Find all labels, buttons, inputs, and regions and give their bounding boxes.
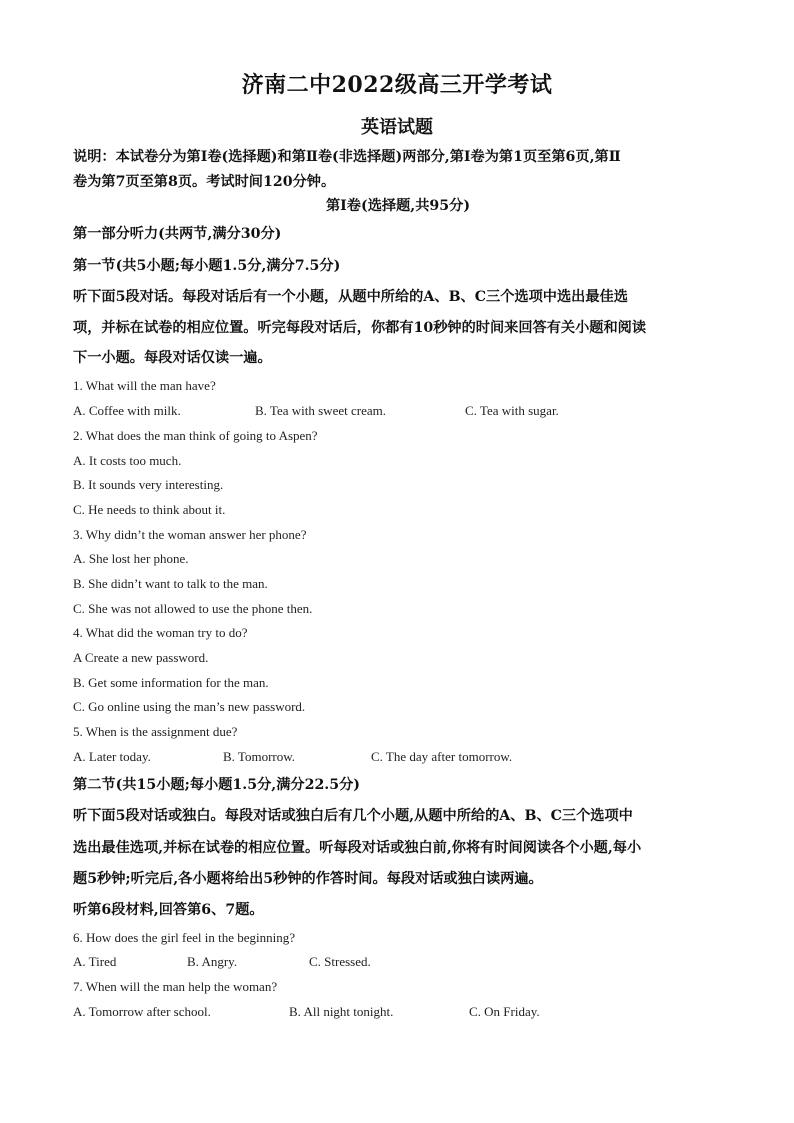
question-7-option-b: B. All night tonight. bbox=[289, 1004, 394, 1019]
section-2-directions-1: 听下面5段对话或独白。每段对话或独白后有几个小题,从题中所给的A、B、C三个选项中 bbox=[73, 808, 633, 824]
question-2-option-c: C. He needs to think about it. bbox=[73, 502, 226, 517]
question-6-option-a: A. Tired bbox=[73, 954, 117, 969]
question-4-stem: 4. What did the woman try to do? bbox=[73, 625, 248, 640]
question-5-option-c: C. The day after tomorrow. bbox=[371, 749, 513, 764]
question-2-option-b: B. It sounds very interesting. bbox=[73, 477, 224, 492]
question-6-stem: 6. How does the girl feel in the beginning? bbox=[73, 930, 296, 945]
part-1-heading: 第一部分听力(共两节,满分30分) bbox=[73, 226, 282, 242]
question-7-stem: 7. When will the man help the woman? bbox=[73, 979, 278, 994]
question-6-option-c: C. Stressed. bbox=[309, 954, 371, 969]
exam-subtitle: 英语试题 bbox=[361, 117, 433, 138]
section-1-directions-3: 下一小题。每段对话仅读一遍。 bbox=[73, 350, 272, 366]
exam-title: 济南二中2022级高三开学考试 bbox=[241, 72, 553, 98]
section-1-directions-1: 听下面5段对话。每段对话后有一个小题，从题中所给的A、B、C三个选项中选出最佳选 bbox=[73, 289, 628, 305]
question-4-option-b: B. Get some information for the man. bbox=[73, 675, 269, 690]
question-1-option-b: B. Tea with sweet cream. bbox=[255, 403, 386, 418]
question-2-stem: 2. What does the man think of going to Aspen? bbox=[73, 428, 318, 443]
question-1-stem: 1. What will the man have? bbox=[73, 378, 216, 393]
question-4-option-a: A Create a new password. bbox=[73, 650, 209, 665]
question-3-option-c: C. She was not allowed to use the phone then. bbox=[73, 601, 313, 616]
question-5-stem: 5. When is the assignment due? bbox=[73, 724, 238, 739]
section-1-heading: 第一节(共5小题;每小题1.5分,满分7.5分) bbox=[73, 258, 341, 274]
question-2-option-a: A. It costs too much. bbox=[73, 453, 182, 468]
section-1-directions-2: 项，并标在试卷的相应位置。听完每段对话后，你都有10秒钟的时间来回答有关小题和阅读 bbox=[73, 320, 647, 336]
question-5-option-b: B. Tomorrow. bbox=[223, 749, 296, 764]
volume-1-heading: 第Ⅰ卷(选择题,共95分) bbox=[325, 198, 471, 214]
question-4-option-c: C. Go online using the man’s new password. bbox=[73, 699, 306, 714]
instructions-line-1: 说明：本试卷分为第Ⅰ卷(选择题)和第Ⅱ卷(非选择题)两部分,第Ⅰ卷为第1页至第6页,第Ⅱ bbox=[73, 149, 621, 165]
question-1-option-c: C. Tea with sugar. bbox=[465, 403, 559, 418]
question-7-option-c: C. On Friday. bbox=[469, 1004, 540, 1019]
question-1-option-a: A. Coffee with milk. bbox=[73, 403, 181, 418]
section-2-directions-2: 选出最佳选项,并标在试卷的相应位置。听每段对话或独白前,你将有时间阅读各个小题,每小 bbox=[73, 840, 642, 856]
question-3-option-b: B. She didn’t want to talk to the man. bbox=[73, 576, 268, 591]
material-6-heading: 听第6段材料,回答第6、7题。 bbox=[73, 902, 264, 918]
section-2-heading: 第二节(共15小题;每小题1.5分,满分22.5分) bbox=[73, 777, 361, 793]
question-5-option-a: A. Later today. bbox=[73, 749, 151, 764]
instructions-line-2: 卷为第7页至第8页。考试时间120分钟。 bbox=[73, 174, 336, 190]
question-3-option-a: A. She lost her phone. bbox=[73, 551, 189, 566]
question-3-stem: 3. Why didn’t the woman answer her phone? bbox=[73, 527, 307, 542]
question-6-option-b: B. Angry. bbox=[187, 954, 238, 969]
question-7-option-a: A. Tomorrow after school. bbox=[73, 1004, 211, 1019]
section-2-directions-3: 题5秒钟;听完后,各小题将给出5秒钟的作答时间。每段对话或独白读两遍。 bbox=[73, 871, 543, 887]
